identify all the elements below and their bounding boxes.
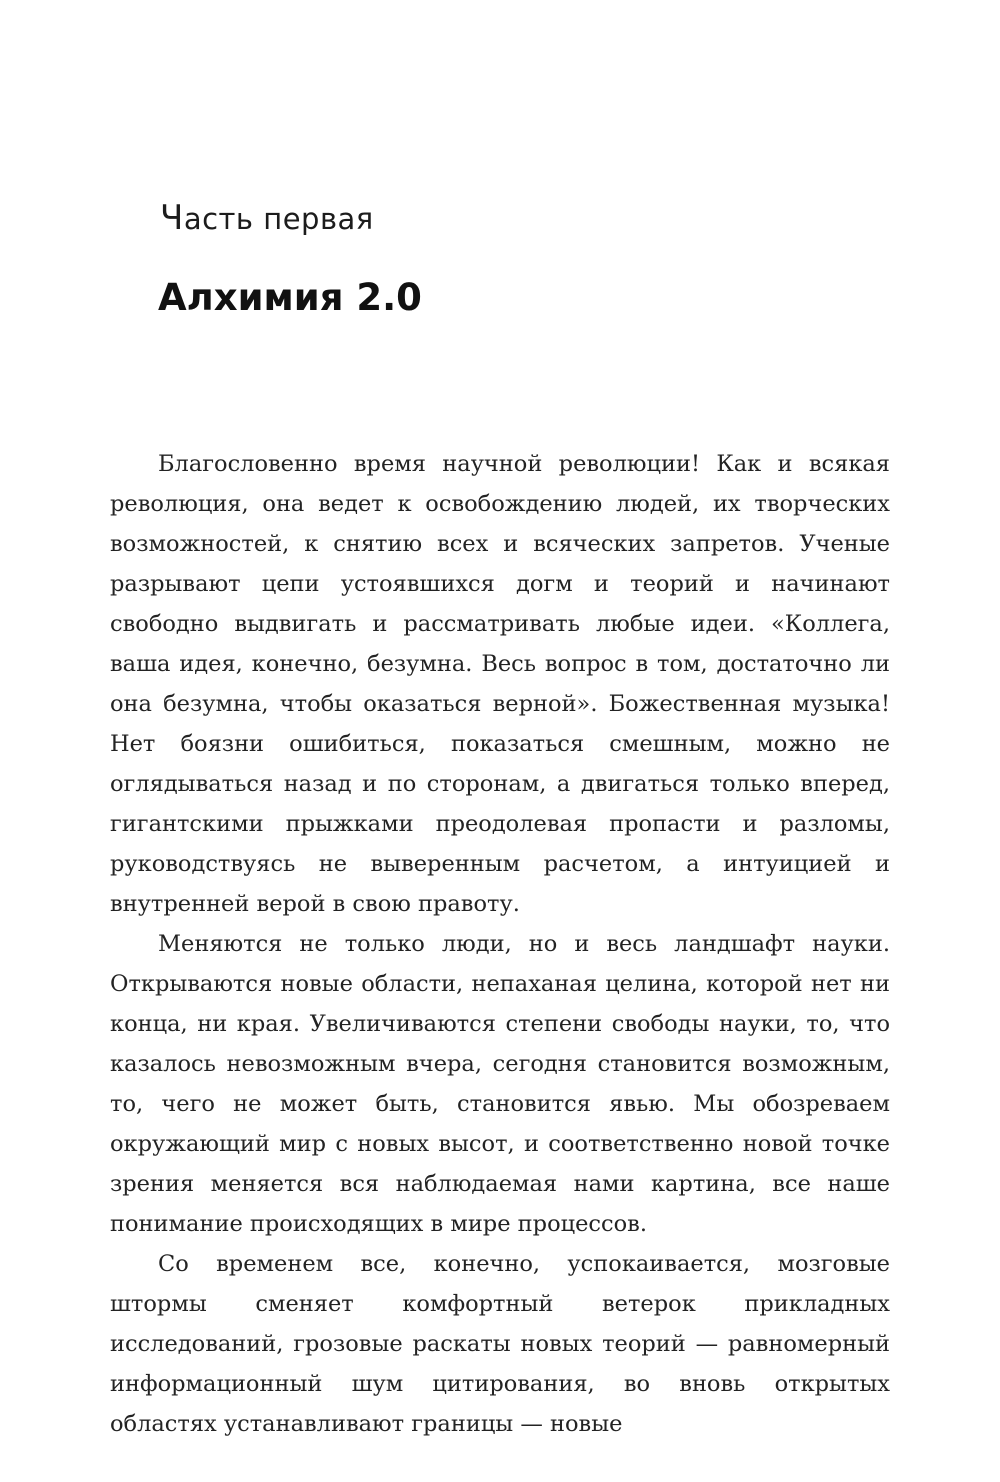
part-label-rest: асть первая [183, 202, 374, 236]
part-title: Алхимия 2.0 [158, 276, 422, 319]
paragraph-1: Благословенно время научной революции! Как и всякая революция, она ведет к освобождению людей, их творческих возможностей, к снятию всех и всяческих запретов. Ученые разрывают цепи устоявшихся догм и теорий и начинают свободно выдвигать и рассматривать любые идеи. «Коллега, ваша идея, конечно, безумна. Весь вопрос в том, достаточно ли она безумна, чтобы оказаться верной». Божественная музыка! Нет боязни ошибиться, показаться смешным, можно не оглядываться назад и по сторонам, а двигаться только вперед, гигантскими прыжками преодолевая пропасти и разломы, руководствуясь не выверенным расчетом, а интуицией и внутренней верой в свою правоту. [110, 451, 890, 917]
body-text [110, 444, 890, 1444]
paragraph-3: Со временем все, конечно, успокаивается, мозговые штормы сменяет комфортный ветерок прикладных исследований, грозовые раскаты новых теорий — равномерный информационный шум цитирования, во вновь открытых областях устанавливают границы — новые [110, 1251, 890, 1437]
paragraph-2: Меняются не только люди, но и весь ландшафт науки. Открываются новые области, непаханая целина, которой нет ни конца, ни края. Увеличиваются степени свободы науки, то, что казалось невозможным вчера, сегодня становится возможным, то, чего не может быть, становится явью. Мы обозреваем окружающий мир с новых высот, и соответственно новой точке зрения меняется вся наблюдаемая нами картина, все наше понимание происходящих в мире процессов. [110, 931, 890, 1237]
part-label-initial: Ч [160, 198, 184, 238]
part-label [160, 198, 374, 239]
